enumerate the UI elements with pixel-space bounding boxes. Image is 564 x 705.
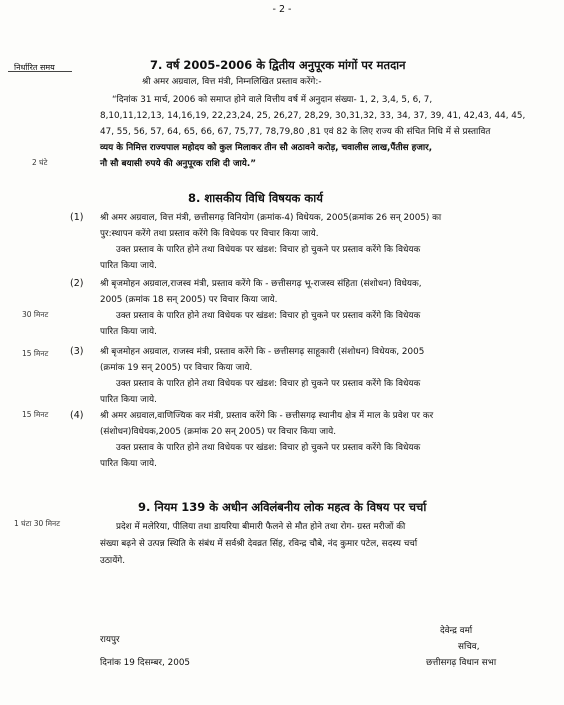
item-2-line: पारित किया जाये.	[100, 327, 157, 337]
time-allotted-30m: 30 मिनट	[22, 310, 49, 319]
signatory-office: छत्तीसगढ़ विधान सभा	[426, 658, 497, 668]
item-1-line: पारित किया जाये.	[100, 261, 157, 271]
item-3-line: (क्रमांक 19 सन् 2005) पर विचार किया जाये.	[100, 363, 253, 373]
item-2-line: उक्त प्रस्ताव के पारित होने तथा विधेयक पर खंडश: विचार हो चुकने पर प्रस्ताव करेंगे कि विधेयक	[116, 311, 421, 321]
time-allotted-1h30m: 1 घंटा 30 मिनट	[14, 519, 60, 528]
item-4-line: पारित किया जाये.	[100, 459, 157, 469]
item-3-line: श्री बृजमोहन अग्रवाल, राजस्व मंत्री, प्रस्ताव करेंगे कि - छत्तीसगढ़ साहूकारी (संशोधन) विधेयक, 2005	[100, 347, 425, 357]
section-9-line: संख्या बढ़ने से उत्पन्न स्थिति के संबंध में सर्वश्री देवव्रत सिंह, रविन्द्र चौबे, नंद कुमार पटेल, सदस्य चर्चा	[100, 539, 418, 549]
item-4-line: उक्त प्रस्ताव के पारित होने तथा विधेयक पर खंडश: विचार हो चुकने पर प्रस्ताव करेंगे कि विधेयक	[116, 443, 421, 453]
footer-date: दिनांक 19 दिसम्बर, 2005	[100, 658, 191, 668]
time-allotted-2h: 2 घंटे	[32, 158, 48, 167]
section-7-motion-line: व्यय के निमित्त राज्यपाल महोदय को कुल मिलाकर तीन सौ अठावने करोड़, चवालीस लाख,पैंतीस हजार,	[100, 143, 433, 153]
time-allotted-15m: 15 मिनट	[22, 349, 49, 358]
item-1-line: उक्त प्रस्ताव के पारित होने तथा विधेयक पर खंडश: विचार हो चुकने पर प्रस्ताव करेंगे कि विधेयक	[116, 245, 421, 255]
section-9-line: प्रदेश में मलेरिया, पीलिया तथा डायरिया बीमारी फैलने से मौत होने तथा रोग- ग्रस्त मरीजों की	[116, 522, 406, 532]
section-9-line: उठायेंगे.	[100, 556, 126, 566]
item-number: (3)	[70, 346, 84, 357]
item-3-line: उक्त प्रस्ताव के पारित होने तथा विधेयक पर खंडश: विचार हो चुकने पर प्रस्ताव करेंगे कि विधेयक	[116, 379, 421, 389]
section-7-mover: श्री अमर अग्रवाल, वित्त मंत्री, निम्नलिखित प्रस्ताव करेंगे:-	[142, 77, 322, 87]
item-number: (4)	[70, 410, 84, 421]
item-number: (1)	[70, 212, 84, 223]
margin-header-rule	[8, 71, 72, 72]
item-3-line: पारित किया जाये.	[100, 395, 157, 405]
section-7-motion-line: 47, 55, 56, 57, 64, 65, 66, 67, 75,77, 78,79,80 ,81 एवं 82 के लिए राज्य की संचित निधि में से प्रस्तावित	[100, 127, 491, 137]
section-7-motion-line: 8,10,11,12,13, 14,16,19, 22,23,24, 25, 26,27, 28,29, 30,31,32, 33, 34, 37, 39, 41, 42,43, 44, 45,	[100, 111, 526, 121]
signatory-name: देवेन्द्र वर्मा	[440, 626, 473, 636]
item-4-line: (संशोधन)विधेयक,2005 (क्रमांक 20 सन् 2005) पर विचार किया जाये.	[100, 427, 337, 437]
item-4-line: श्री अमर अग्रवाल,वाणिज्यिक कर मंत्री, प्रस्ताव करेंगे कि - छत्तीसगढ़ स्थानीय क्षेत्र में माल के प्रवेश पर कर	[100, 411, 434, 421]
page-number: - 2 -	[272, 4, 292, 15]
footer-place: रायपुर	[100, 635, 120, 645]
item-2-line: 2005 (क्रमांक 18 सन् 2005) पर विचार किया जाये.	[100, 295, 278, 305]
section-7-motion-line: नौ सौ बयासी रुपये की अनुपूरक राशि दी जाये.”	[100, 159, 256, 169]
item-number: (2)	[70, 278, 84, 289]
time-allotted-15m-2: 15 मिनट	[22, 410, 49, 419]
section-7-motion-line: “दिनांक 31 मार्च, 2006 को समाप्त होने वाले वित्तीय वर्ष में अनुदान संख्या- 1, 2, 3,4, 5, 6, 7,	[112, 95, 433, 105]
signatory-designation: सचिव,	[458, 642, 480, 652]
section-9-title: 9. नियम 139 के अधीन अविलंबनीय लोक महत्व के विषय पर चर्चा	[138, 500, 427, 514]
section-7-title: 7. वर्ष 2005-2006 के द्वितीय अनुपूरक मांगों पर मतदान	[150, 58, 406, 72]
item-1-line: श्री अमर अग्रवाल, वित्त मंत्री, छत्तीसगढ़ विनियोग (क्रमांक-4) विधेयक, 2005(क्रमांक 26 सन् 2005) का	[100, 213, 442, 223]
margin-header: निर्धारित समय	[14, 63, 55, 72]
item-2-line: श्री बृजमोहन अग्रवाल,राजस्व मंत्री, प्रस्ताव करेंगे कि - छत्तीसगढ़ भू-राजस्व संहिता (संशोधन) विधेयक,	[100, 279, 422, 289]
section-8-title: 8. शासकीय विधि विषयक कार्य	[188, 191, 323, 205]
item-1-line: पुर:स्थापन करेंगे तथा प्रस्ताव करेंगे कि विधेयक पर विचार किया जाये.	[100, 229, 319, 239]
